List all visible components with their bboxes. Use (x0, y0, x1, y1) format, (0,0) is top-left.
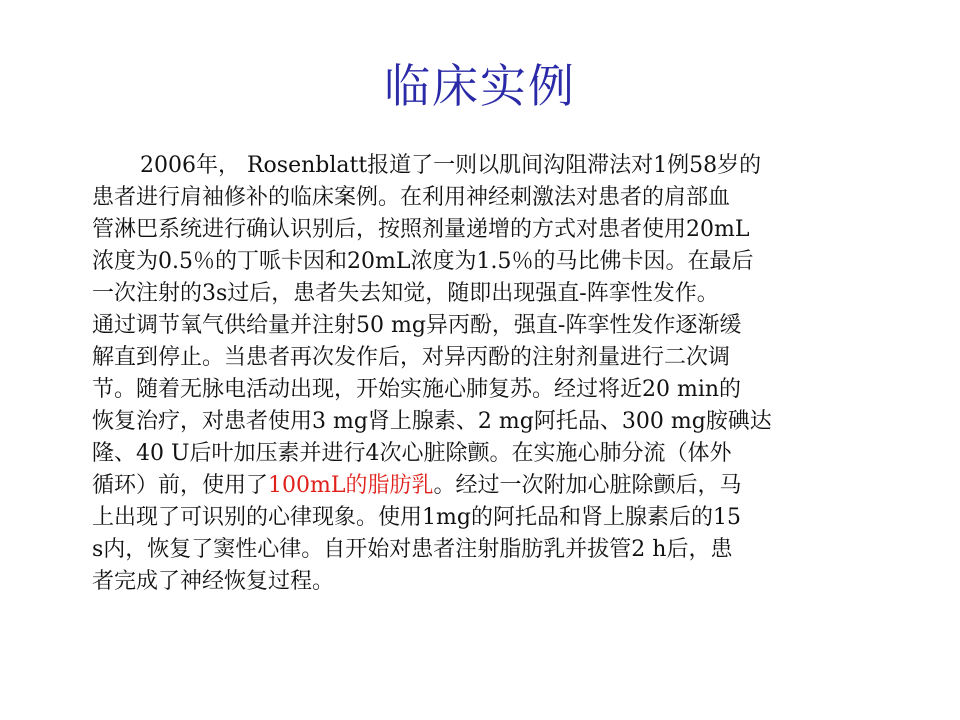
paragraph-line: 患者进行肩袖修补的临床案例。在利用神经刺激法对患者的肩部血 (92, 185, 731, 210)
highlighted-text: 100mL的脂肪乳 (268, 473, 434, 498)
paragraph-line: 隆、40 U后叶加压素并进行4次心脏除颤。在实施心肺分流（体外 (92, 441, 732, 466)
paragraph-line: s内，恢复了窦性心律。自开始对患者注射脂肪乳并拔管2 h后，患 (92, 537, 733, 562)
paragraph-line: 管淋巴系统进行确认识别后，按照剂量递增的方式对患者使用20mL (92, 217, 750, 242)
paragraph-line: 一次注射的3s过后，患者失去知觉，随即出现强直-阵挛性发作。 (92, 281, 719, 306)
paragraph-line: 节。随着无脉电活动出现，开始实施心肺复苏。经过将近20 min的 (92, 377, 742, 402)
case-paragraph (92, 150, 872, 598)
line-text-after-highlight: 。经过一次附加心脏除颤后，马 (433, 473, 742, 498)
paragraph-line-with-highlight (92, 470, 872, 502)
slide-title: 临床实例 (384, 59, 576, 113)
paragraph-line: 者完成了神经恢复过程。 (92, 569, 335, 594)
paragraph-line: 上出现了可识别的心律现象。使用1mg的阿托品和肾上腺素后的15 (92, 505, 741, 530)
paragraph-line: 浓度为0.5％的丁哌卡因和20mL浓度为1.5％的马比佛卡因。在最后 (92, 249, 754, 274)
line-text-before-highlight: 循环）前，使用了 (92, 473, 269, 498)
paragraph-line: 解直到停止。当患者再次发作后，对异丙酚的注射剂量进行二次调 (92, 345, 731, 370)
paragraph-line: 2006年， Rosenblatt报道了一则以肌间沟阻滞法对1例58岁的 (140, 153, 762, 178)
paragraph-line: 恢复治疗，对患者使用3 mg肾上腺素、2 mg阿托品、300 mg胺碘达 (92, 409, 772, 434)
paragraph-line: 通过调节氧气供给量并注射50 mg异丙酚，强直-阵挛性发作逐渐缓 (92, 313, 742, 338)
